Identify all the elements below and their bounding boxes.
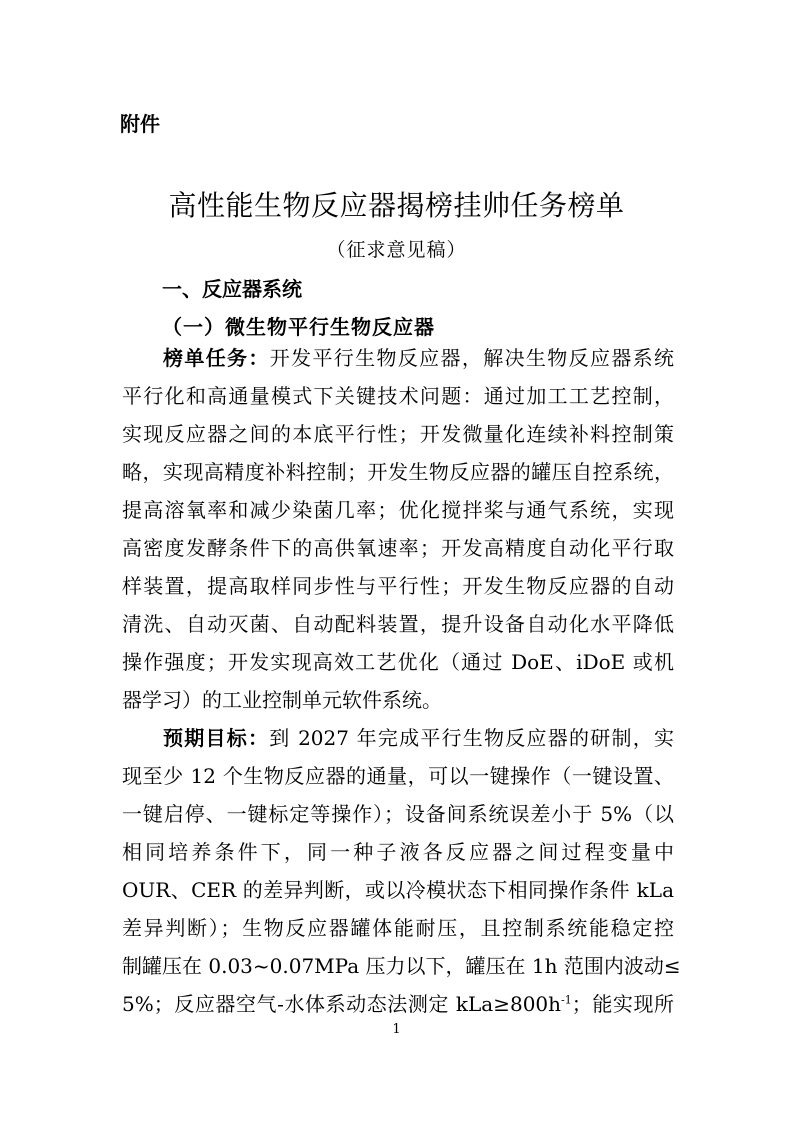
goal-line: 差异判断）；生物反应器罐体能耐压，且控制系统能稳定控 [122,916,674,940]
task-text: 开发平行生物反应器，解决生物反应器系统 [269,346,675,370]
goal-line [163,722,674,754]
goal-text-part: 5%；反应器空气-水体系动态法测定 kLa≥800h [122,992,562,1016]
task-line: 提高溶氧率和减少染菌几率；优化搅拌桨与通气系统，实现 [122,498,674,522]
document-subtitle: （征求意见稿） [326,239,467,261]
task-line: 高密度发酵条件下的高供氧速率；开发高精度自动化平行取 [122,536,674,560]
section-heading: 一、反应器系统 [162,277,302,301]
task-line: 操作强度；开发实现高效工艺优化（通过 DoE、iDoE 或机 [122,650,674,674]
task-line: 平行化和高通量模式下关键技术问题：通过加工工艺控制， [122,384,674,408]
goal-line [122,988,674,1020]
attachment-label: 附件 [120,112,160,136]
goal-line: 一键启停、一键标定等操作）；设备间系统误差小于 5%（以 [122,802,674,826]
page-number: 1 [392,1022,401,1037]
task-line: 样装置，提高取样同步性与平行性；开发生物反应器的自动 [122,574,674,598]
goal-text-part: ；能实现所 [571,992,675,1016]
task-line [163,342,674,374]
goal-line: 相同培养条件下，同一种子液各反应器之间过程变量中 [122,840,674,864]
task-label: 榜单任务： [163,346,270,370]
task-line: 清洗、自动灭菌、自动配料装置，提升设备自动化水平降低 [122,612,674,636]
document-title: 高性能生物反应器揭榜挂帅任务榜单 [168,189,625,222]
goal-superscript: -1 [561,993,572,1007]
goal-label: 预期目标： [163,726,270,750]
goal-line: 现至少 12 个生物反应器的通量，可以一键操作（一键设置、 [122,764,674,788]
goal-text: 到 2027 年完成平行生物反应器的研制，实 [269,726,675,750]
goal-line: OUR、CER 的差异判断，或以冷模状态下相同操作条件 kLa [122,878,674,902]
goal-line: 制罐压在 0.03~0.07MPa 压力以下，罐压在 1h 范围内波动≤ [122,954,681,978]
task-line: 实现反应器之间的本底平行性；开发微量化连续补料控制策 [122,422,674,446]
task-line: 器学习）的工业控制单元软件系统。 [122,688,442,712]
subsection-heading: （一）微生物平行生物反应器 [162,315,435,339]
task-line: 略，实现高精度补料控制；开发生物反应器的罐压自控系统， [122,460,674,484]
